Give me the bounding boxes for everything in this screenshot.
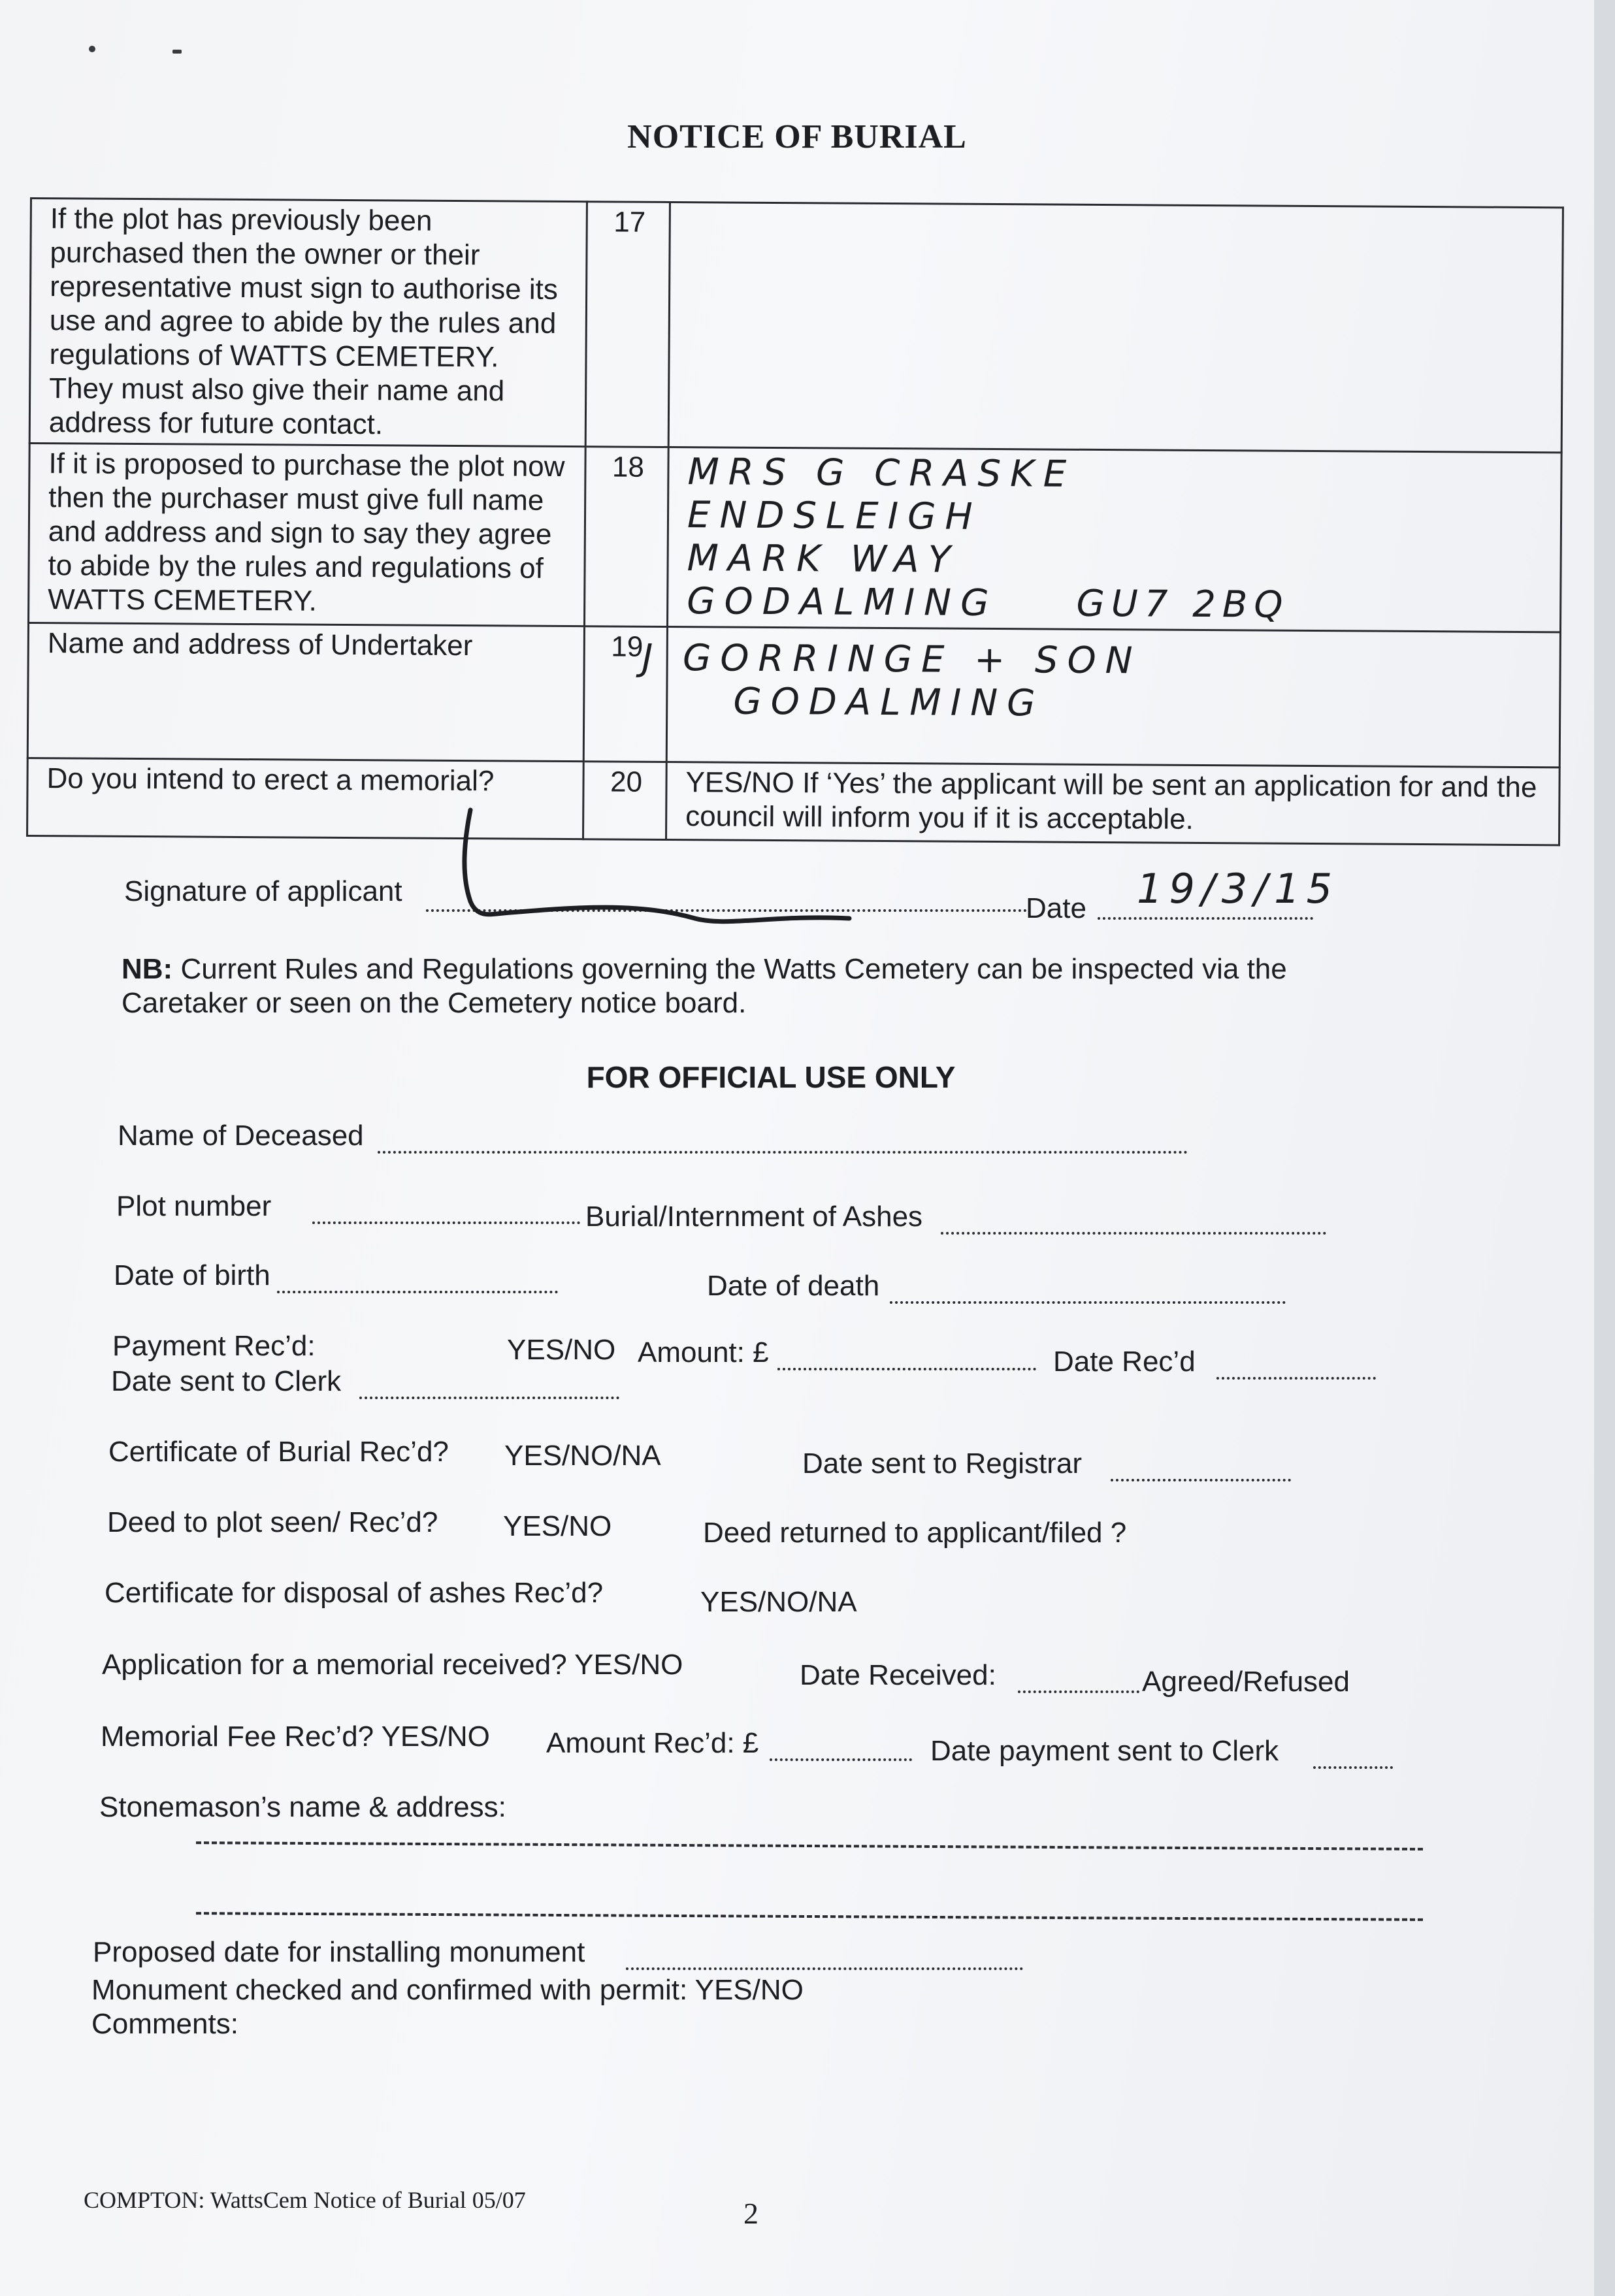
official-use-heading: FOR OFFICIAL USE ONLY	[586, 1060, 956, 1094]
date-sent-clerk-label: Date sent to Clerk	[111, 1365, 342, 1397]
cert-ashes-label: Certificate for disposal of ashes Rec’d?	[105, 1577, 604, 1609]
paper-edge	[1594, 0, 1615, 2296]
burial-internment-label: Burial/Internment of Ashes	[585, 1201, 923, 1233]
applicant-signature	[418, 803, 862, 941]
row-label: Name and address of Undertaker	[27, 623, 584, 761]
document-title: NOTICE OF BURIAL	[627, 118, 967, 155]
memorial-fee-label: Memorial Fee Rec’d? YES/NO	[101, 1721, 490, 1753]
row-label: Do you intend to erect a memorial?	[27, 758, 584, 839]
burial-internment-field[interactable]	[941, 1211, 1326, 1235]
name-of-deceased-field[interactable]	[378, 1130, 1188, 1154]
handwritten-date: 19/3/15	[1137, 865, 1339, 913]
monument-checked-label: Monument checked and confirmed with permit: YES/NO	[91, 1974, 804, 2006]
footer-reference: COMPTON: WattsCem Notice of Burial 05/07	[84, 2187, 526, 2213]
burial-form-table	[26, 197, 1564, 846]
handwritten-line: ENDSLEIGH	[687, 494, 982, 538]
handwritten-line: J GORRINGE + SON	[642, 636, 1142, 683]
handwritten-line: GODALMING GU7 2BQ	[687, 580, 1290, 626]
payment-yesno[interactable]: YES/NO	[507, 1334, 616, 1366]
comments-label: Comments:	[91, 2008, 238, 2040]
date-received-label: Date Received:	[800, 1659, 996, 1691]
date-of-birth-field[interactable]	[277, 1270, 558, 1293]
agreed-refused-label[interactable]: Agreed/Refused	[1142, 1666, 1350, 1698]
punch-mark	[89, 46, 95, 52]
row-number: 20	[583, 762, 667, 840]
nb-text: Current Rules and Regulations governing the Watts Cemetery can be inspected via the Caretaker or seen on the Cemetery notice board.	[122, 953, 1287, 1019]
nb-bold: NB:	[122, 953, 173, 985]
amount-recd-label: Amount Rec’d: £	[546, 1727, 759, 1759]
row-number: 18	[585, 447, 669, 627]
date-of-birth-label: Date of birth	[114, 1259, 270, 1291]
date-received-field[interactable]	[1018, 1670, 1139, 1693]
date-sent-clerk-field[interactable]	[359, 1376, 619, 1399]
punch-mark	[172, 50, 182, 54]
handwritten-line: MRS G CRASKE	[687, 451, 1076, 496]
deed-seen-options[interactable]: YES/NO	[503, 1510, 612, 1542]
handwritten-line: GODALMING	[733, 680, 1045, 725]
handwritten-line: MARK WAY	[687, 537, 960, 581]
amount-field[interactable]	[777, 1347, 1036, 1370]
date-of-death-field[interactable]	[890, 1280, 1286, 1304]
cert-ashes-options[interactable]: YES/NO/NA	[700, 1586, 857, 1618]
date-sent-registrar-label: Date sent to Registrar	[802, 1447, 1082, 1479]
signature-label: Signature of applicant	[124, 875, 402, 907]
date-payment-clerk-label: Date payment sent to Clerk	[930, 1735, 1279, 1767]
date-label: Date	[1026, 892, 1086, 924]
date-of-death-label: Date of death	[707, 1270, 880, 1302]
date-sent-registrar-field[interactable]	[1111, 1458, 1291, 1481]
date-payment-clerk-field[interactable]	[1313, 1745, 1393, 1769]
memorial-application-label: Application for a memorial received? YES/NO	[102, 1649, 683, 1681]
form-row-18	[29, 444, 1562, 632]
payment-recd-label: Payment Rec’d:	[112, 1330, 316, 1362]
deed-returned-label: Deed returned to applicant/filed ?	[703, 1517, 1127, 1549]
cert-burial-options[interactable]: YES/NO/NA	[504, 1440, 661, 1472]
handwritten-purchaser	[687, 451, 1545, 628]
row-label: If the plot has previously been purchased then the owner or their representative must sign to authorise its use and agree to abide by the rules and regulations of WATTS CEMETERY. They must also give their name and address for future contact.	[29, 199, 587, 447]
page-number: 2	[743, 2197, 759, 2230]
undertaker-field[interactable]	[642, 626, 1560, 767]
date-recd-label: Date Rec’d	[1053, 1346, 1196, 1378]
proposed-date-label: Proposed date for installing monument	[93, 1936, 585, 1968]
plot-number-label: Plot number	[116, 1190, 272, 1222]
stonemason-label: Stonemason’s name & address:	[99, 1791, 506, 1823]
amount-recd-field[interactable]	[770, 1738, 912, 1761]
name-of-deceased-label: Name of Deceased	[118, 1120, 364, 1152]
deed-seen-label: Deed to plot seen/ Rec’d?	[107, 1506, 438, 1538]
proposed-date-field[interactable]	[626, 1947, 1023, 1970]
plot-number-field[interactable]	[312, 1201, 580, 1224]
row-number: 17	[585, 202, 670, 447]
date-recd-field[interactable]	[1216, 1356, 1376, 1380]
form-row-17	[29, 199, 1563, 453]
cert-burial-label: Certificate of Burial Rec’d?	[108, 1436, 449, 1468]
handwritten-undertaker	[642, 637, 1142, 726]
nb-note	[122, 952, 1363, 1020]
amount-label: Amount: £	[638, 1336, 769, 1368]
handwritten-postcode: GU7 2BQ	[1076, 582, 1290, 626]
owner-signature-field[interactable]	[668, 202, 1563, 452]
row-number: 19	[583, 626, 667, 762]
row-label: If it is proposed to purchase the plot now then the purchaser must give full name and address and sign to say they agree to abide by the rules and regulations of WATTS CEMETERY.	[29, 444, 586, 626]
purchaser-details-field[interactable]	[668, 447, 1562, 632]
memorial-intent-field[interactable]: YES/NO If ‘Yes’ the applicant will be sent an application for and the council will inform you if it is acceptable.	[666, 762, 1560, 845]
form-row-19	[27, 623, 1560, 767]
